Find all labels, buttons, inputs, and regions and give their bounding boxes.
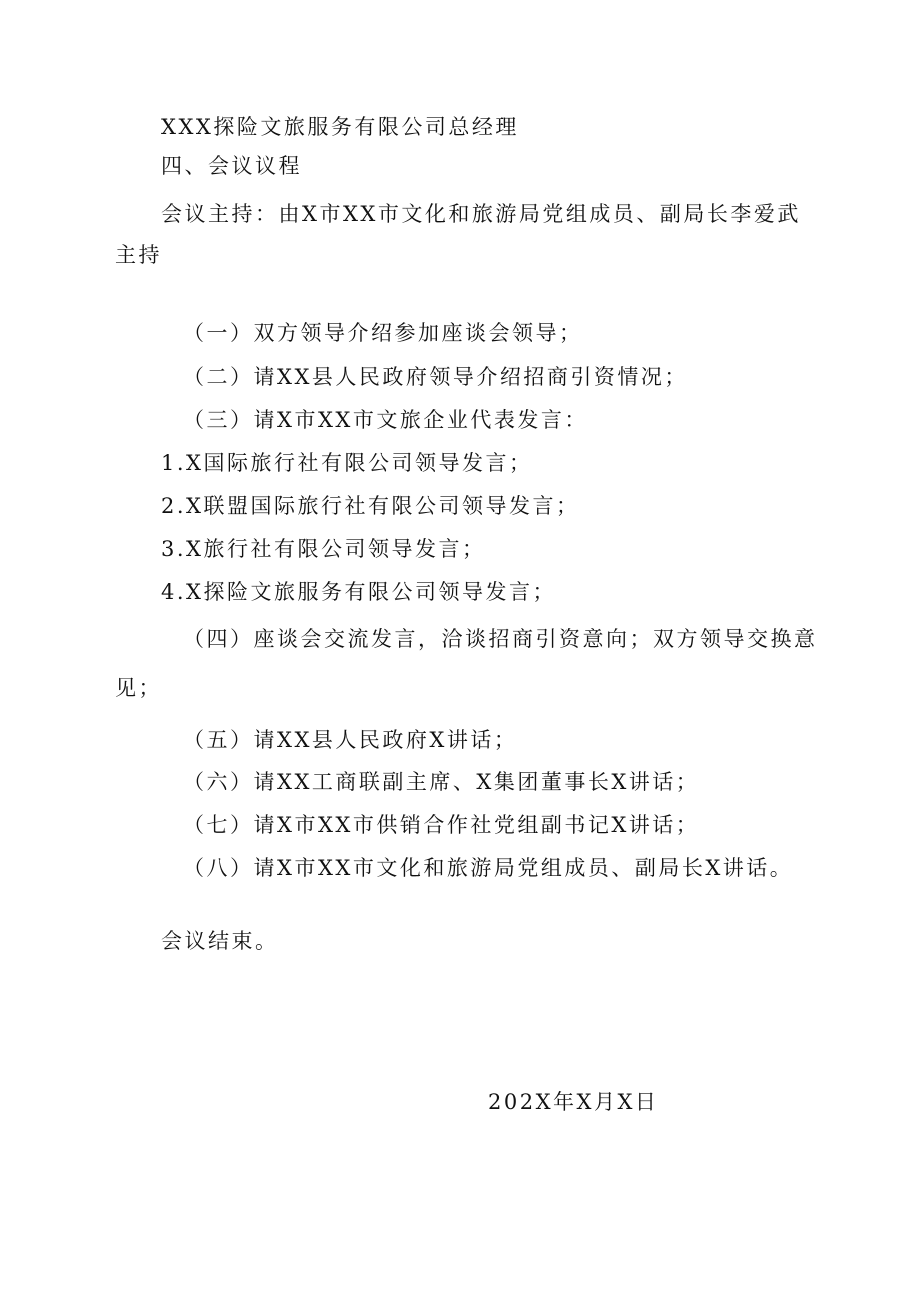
agenda-item-8: （八）请X市XX市文化和旅游局党组成员、副局长X讲话。	[183, 856, 794, 880]
section-heading-agenda: 四、会议议程	[161, 154, 302, 178]
agenda-item-1: （一）双方领导介绍参加座谈会领导；	[183, 321, 583, 345]
agenda-item-6: （六）请XX工商联副主席、X集团董事长X讲话；	[183, 770, 700, 794]
agenda-item-4: （四）座谈会交流发言，洽谈招商引资意向；双方领导交换意	[183, 627, 818, 651]
speaker-item-3: 3.X旅行社有限公司领导发言；	[161, 537, 486, 561]
attendee-title-line: XXX探险文旅服务有限公司总经理	[161, 115, 519, 139]
agenda-item-3: （三）请X市XX市文旅企业代表发言：	[183, 408, 588, 432]
host-line: 会议主持：由X市XX市文化和旅游局党组成员、副局长李爱武	[161, 202, 801, 226]
speaker-item-4: 4.X探险文旅服务有限公司领导发言；	[161, 580, 556, 604]
closing-line: 会议结束。	[161, 929, 279, 953]
host-line-continuation: 主持	[115, 243, 162, 267]
speaker-item-1: 1.X国际旅行社有限公司领导发言；	[161, 451, 533, 475]
document-date: 202X年X月X日	[488, 1090, 659, 1114]
agenda-item-5: （五）请XX县人民政府X讲话；	[183, 728, 518, 752]
agenda-item-2: （二）请XX县人民政府领导介绍招商引资情况；	[183, 365, 688, 389]
agenda-item-7: （七）请X市XX市供销合作社党组副书记X讲话；	[183, 813, 700, 837]
agenda-item-4-continuation: 见；	[115, 676, 162, 700]
speaker-item-2: 2.X联盟国际旅行社有限公司领导发言；	[161, 494, 580, 518]
